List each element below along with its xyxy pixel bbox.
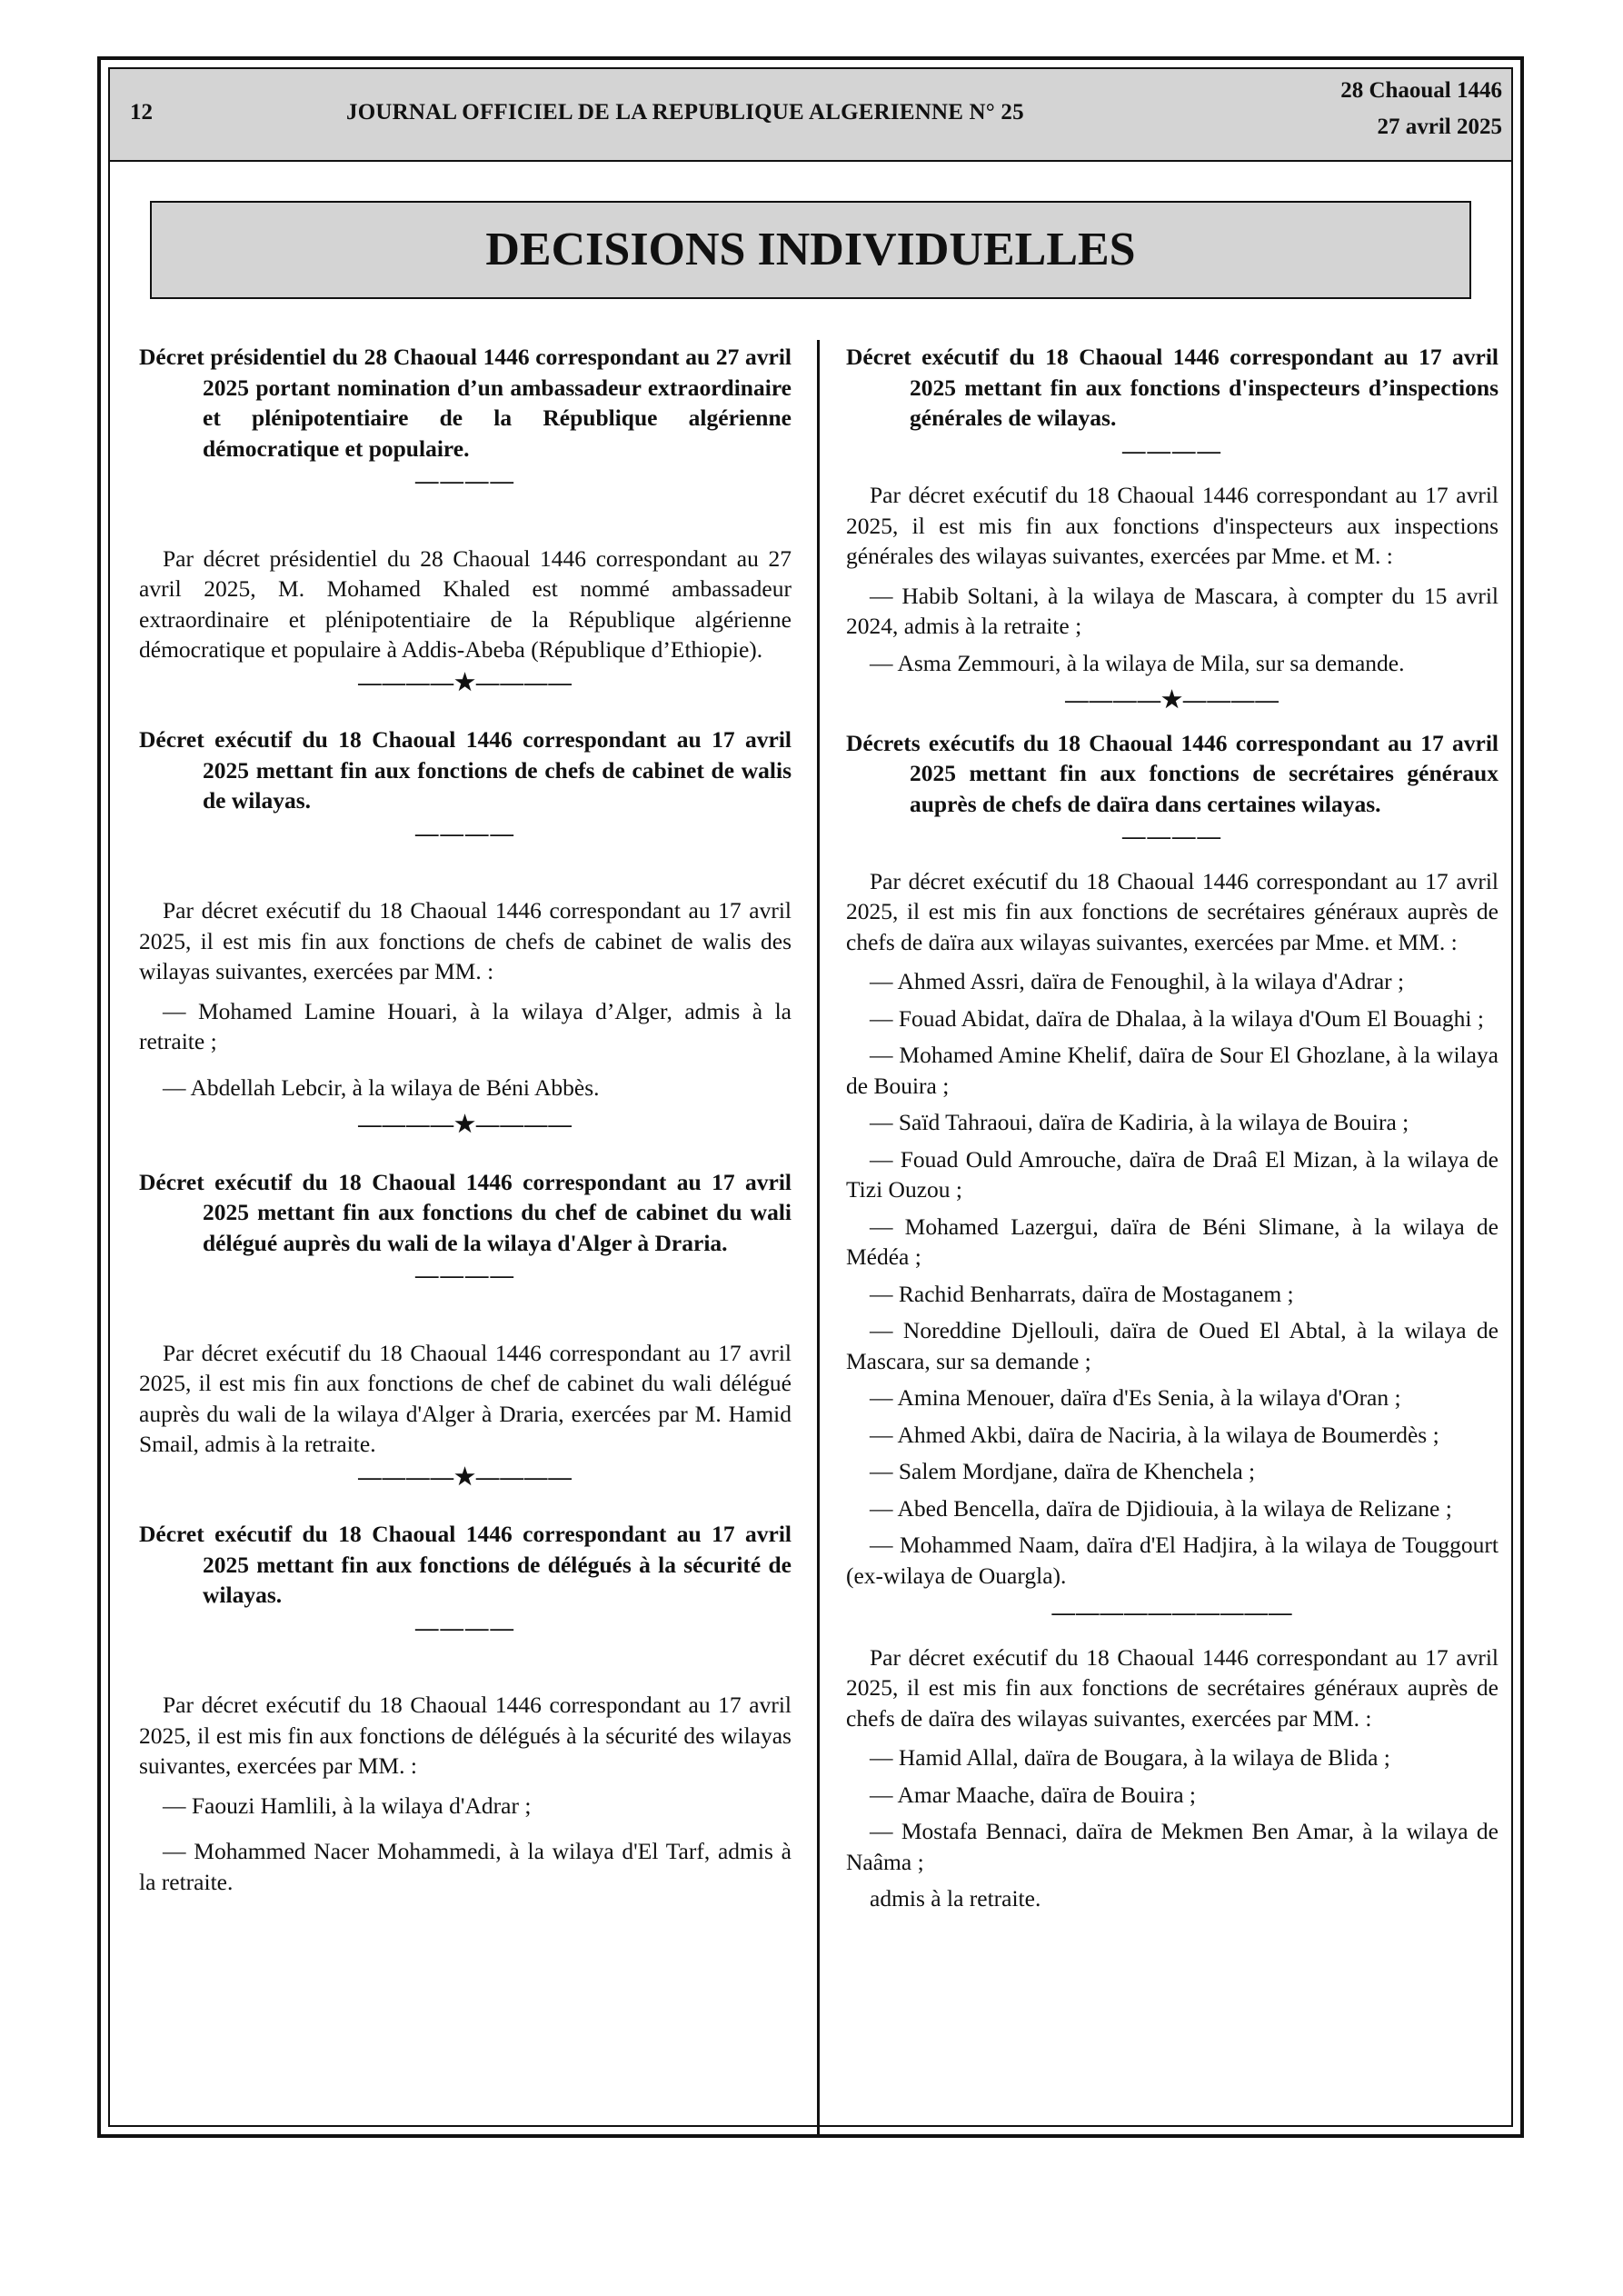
decree-body: Par décret exécutif du 18 Chaoual 1446 correspondant au 17 avril 2025, il est mis fin aux fonctions de secrétaires généraux auprès de chefs de daïra aux wilayas suivantes, exercées par Mme. et MM. : [846,867,1499,955]
decree-body: Par décret exécutif du 18 Chaoual 1446 correspondant au 17 avril 2025, il est mis fin aux fonctions de chef de cabinet du wali délégué auprès du wali de la wilaya d'Alger à Draria, exercées par M. Hamid Smail, admis à la retraite. [139,1339,792,1457]
decree-heading: Décret exécutif du 18 Chaoual 1446 correspondant au 17 avril 2025 mettant fin aux fonctions d'inspecteurs d’inspections générales de wilayas. [846,344,1499,431]
list-item: — Mohamed Lazergui, daïra de Béni Slimane, à la wilaya de Médéa ; [846,1213,1499,1270]
decree-body: Par décret exécutif du 18 Chaoual 1446 correspondant au 17 avril 2025, il est mis fin aux fonctions de secrétaires généraux auprès de chefs de daïra des wilayas suivantes, exercées par MM. : [846,1643,1499,1732]
decree-body: Par décret exécutif du 18 Chaoual 1446 correspondant au 17 avril 2025, il est mis fin aux fonctions de chefs de cabinet de walis des wilayas suivantes, exercées par MM. : [139,897,792,984]
page-header [110,69,1511,162]
page-outer-border [97,56,1524,2138]
list-item: — Mohammed Naam, daïra d'El Hadjira, à la wilaya de Touggourt (ex-wilaya de Ouargla). [846,1532,1499,1589]
list-item: — Mohamed Amine Khelif, daïra de Sour El Ghozlane, à la wilaya de Bouira ; [846,1042,1499,1099]
closing-line: admis à la retraite. [870,1885,1041,1912]
decree-heading: Décret exécutif du 18 Chaoual 1446 correspondant au 17 avril 2025 mettant fin aux fonctions de délégués à la sécurité de wilayas. [139,1521,792,1608]
decree-body: Par décret exécutif du 18 Chaoual 1446 correspondant au 17 avril 2025, il est mis fin aux fonctions de délégués à la sécurité des wilayas suivantes, exercées par MM. : [139,1692,792,1779]
journal-title: JOURNAL OFFICIEL DE LA REPUBLIQUE ALGERIENNE N° 25 [346,100,1024,125]
right-column [846,342,1499,1921]
list-item: — Abed Bencella, daïra de Djidiouia, à la wilaya de Relizane ; [870,1494,1452,1522]
list-item: — Salem Mordjane, daïra de Khenchela ; [870,1458,1256,1484]
list-item: — Rachid Benharrats, daïra de Mostaganem ; [870,1280,1294,1307]
list-item: — Fouad Abidat, daïra de Dhalaa, à la wilaya d'Oum El Bouaghi ; [870,1004,1484,1032]
list-item: — Habib Soltani, à la wilaya de Mascara, à compter du 15 avril 2024, admis à la retraite ; [846,582,1499,639]
list-item: — Abdellah Lebcir, à la wilaya de Béni Abbès. [163,1073,600,1101]
decree-heading: Décret présidentiel du 28 Chaoual 1446 correspondant au 27 avril 2025 portant nomination d’un ambassadeur extraordinaire et plénipotentiaire de la République algérienne démocratique et populaire. [139,344,792,462]
star-separator: ————★———— [358,1111,573,1137]
long-separator: —————————— [1051,1599,1293,1625]
decree-body: Par décret exécutif du 18 Chaoual 1446 correspondant au 17 avril 2025, il est mis fin aux fonctions d'inspecteurs aux inspections générales des wilayas suivantes, exercées par Mme. et M. : [846,482,1499,569]
star-separator: ————★———— [1065,686,1279,713]
list-item: — Hamid Allal, daïra de Bougara, à la wilaya de Blida ; [870,1744,1390,1771]
heading-dash: ———— [415,1613,515,1641]
list-item: — Mohamed Lamine Houari, à la wilaya d’Alger, admis à la retraite ; [139,997,792,1054]
left-column [139,342,792,1903]
decree-heading: Décret exécutif du 18 Chaoual 1446 correspondant au 17 avril 2025 mettant fin aux fonctions du chef de cabinet du wali délégué auprès du wali de la wilaya d'Alger à Draria. [139,1168,792,1256]
list-item: — Mohammed Nacer Mohammedi, à la wilaya d'El Tarf, admis à la retraite. [139,1838,792,1895]
list-item: — Amina Menouer, daïra d'Es Senia, à la wilaya d'Oran ; [870,1384,1401,1411]
list-item: — Amar Maache, daïra de Bouira ; [870,1781,1196,1808]
heading-dash: ———— [415,1262,515,1288]
date-hijri: 28 Chaoual 1446 [1340,78,1502,103]
date-gregorian: 27 avril 2025 [1377,115,1502,139]
list-item: — Asma Zemmouri, à la wilaya de Mila, sur sa demande. [870,649,1405,676]
heading-dash: ———— [415,467,515,494]
page-number: 12 [130,100,153,125]
list-item: — Mostafa Bennaci, daïra de Mekmen Ben Amar, à la wilaya de Naâma ; [846,1818,1499,1875]
section-banner: DECISIONS INDIVIDUELLES [150,201,1471,299]
list-item: — Faouzi Hamlili, à la wilaya d'Adrar ; [163,1792,532,1819]
list-item: — Noreddine Djellouli, daïra de Oued El Abtal, à la wilaya de Mascara, sur sa demande ; [846,1317,1499,1374]
list-item: — Saïd Tahraoui, daïra de Kadiria, à la wilaya de Bouira ; [870,1109,1409,1135]
decree-heading: Décret exécutif du 18 Chaoual 1446 correspondant au 17 avril 2025 mettant fin aux fonctions de chefs de cabinet de walis de wilayas. [139,726,792,814]
decree-body: Par décret présidentiel du 28 Chaoual 1446 correspondant au 27 avril 2025, M. Mohamed Khaled est nommé ambassadeur extraordinaire et plénipotentiaire de la République algérienne démocratique et populaire à Addis-Abeba (République d’Ethiopie). [139,544,792,663]
column-divider [817,340,820,2138]
list-item: — Ahmed Akbi, daïra de Naciria, à la wilaya de Boumerdès ; [870,1421,1439,1448]
star-separator: ————★———— [358,668,573,695]
decree-heading: Décrets exécutifs du 18 Chaoual 1446 correspondant au 17 avril 2025 mettant fin aux fonctions de secrétaires généraux auprès de chefs de daïra dans certaines wilayas. [846,729,1499,817]
heading-dash: ———— [1122,823,1222,849]
heading-dash: ———— [1122,436,1222,464]
list-item: — Fouad Ould Amrouche, daïra de Draâ El Mizan, à la wilaya de Tizi Ouzou ; [846,1145,1499,1203]
star-separator: ————★———— [358,1462,573,1490]
list-item: — Ahmed Assri, daïra de Fenoughil, à la wilaya d'Adrar ; [870,968,1405,994]
heading-dash: ———— [415,819,515,846]
page-inner-border [108,67,1513,2127]
